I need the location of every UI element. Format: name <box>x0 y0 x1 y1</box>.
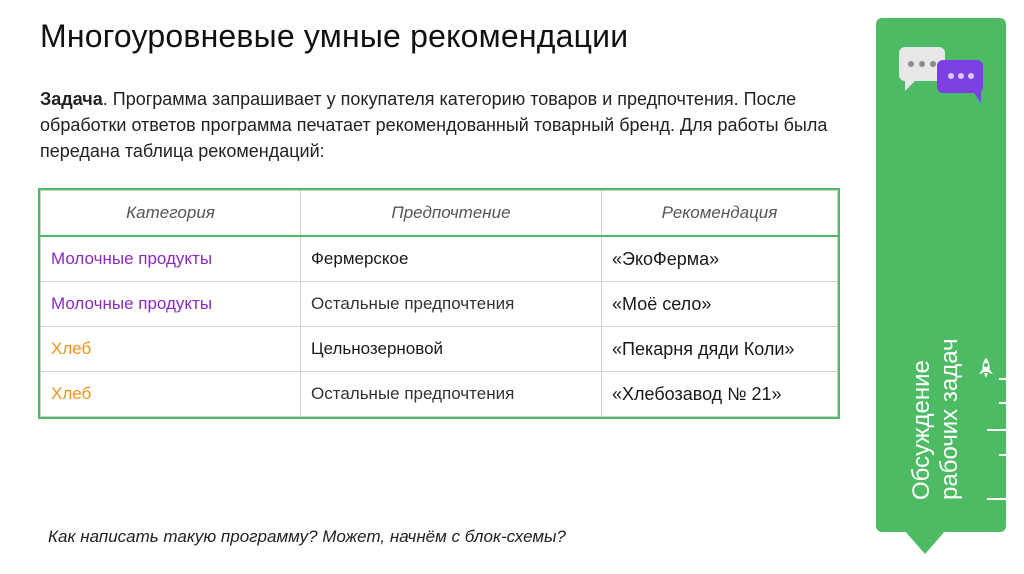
table-row <box>41 327 838 372</box>
chat-bubbles-icon <box>897 45 989 105</box>
header-recommendation: Рекомендация <box>602 191 838 237</box>
header-preference: Предпочтение <box>301 191 602 237</box>
sidebar-title-line1: Обсуждение <box>908 360 935 500</box>
discussion-question: Как написать такую программу? Может, начнём с блок-схемы? <box>48 527 566 546</box>
task-text: . Программа запрашивает у покупателя категорию товаров и предпочтения. После обработки ответов программа печатает рекомендованный товарный бренд. Для работы была передана таблица рекомендаций: <box>40 89 828 161</box>
rocket-icon <box>977 357 995 379</box>
table-row <box>41 282 838 327</box>
sidebar-pointer <box>904 530 946 554</box>
header-category: Категория <box>41 191 301 237</box>
cell-recommendation: «ЭкоФерма» <box>602 236 838 282</box>
recommendation-table <box>38 188 840 419</box>
cell-recommendation: «Пекарня дяди Коли» <box>602 327 838 372</box>
cell-preference: Остальные предпочтения <box>301 282 602 327</box>
cell-preference: Остальные предпочтения <box>301 372 602 417</box>
cell-recommendation: «Моё село» <box>602 282 838 327</box>
table-header-row <box>41 191 838 237</box>
sidebar-title-line2: рабочих задач <box>936 338 963 500</box>
task-description <box>40 86 840 164</box>
cell-category: Молочные продукты <box>41 236 301 282</box>
cell-category: Хлеб <box>41 327 301 372</box>
cell-category: Молочные продукты <box>41 282 301 327</box>
table-row <box>41 236 838 282</box>
cell-category: Хлеб <box>41 372 301 417</box>
cell-preference: Цельнозерновой <box>301 327 602 372</box>
sidebar-title <box>908 338 964 500</box>
cell-recommendation: «Хлебозавод № 21» <box>602 372 838 417</box>
table-row <box>41 372 838 417</box>
cell-preference: Фермерское <box>301 236 602 282</box>
task-label: Задача <box>40 89 103 109</box>
page-title: Многоуровневые умные рекомендации <box>40 18 629 54</box>
